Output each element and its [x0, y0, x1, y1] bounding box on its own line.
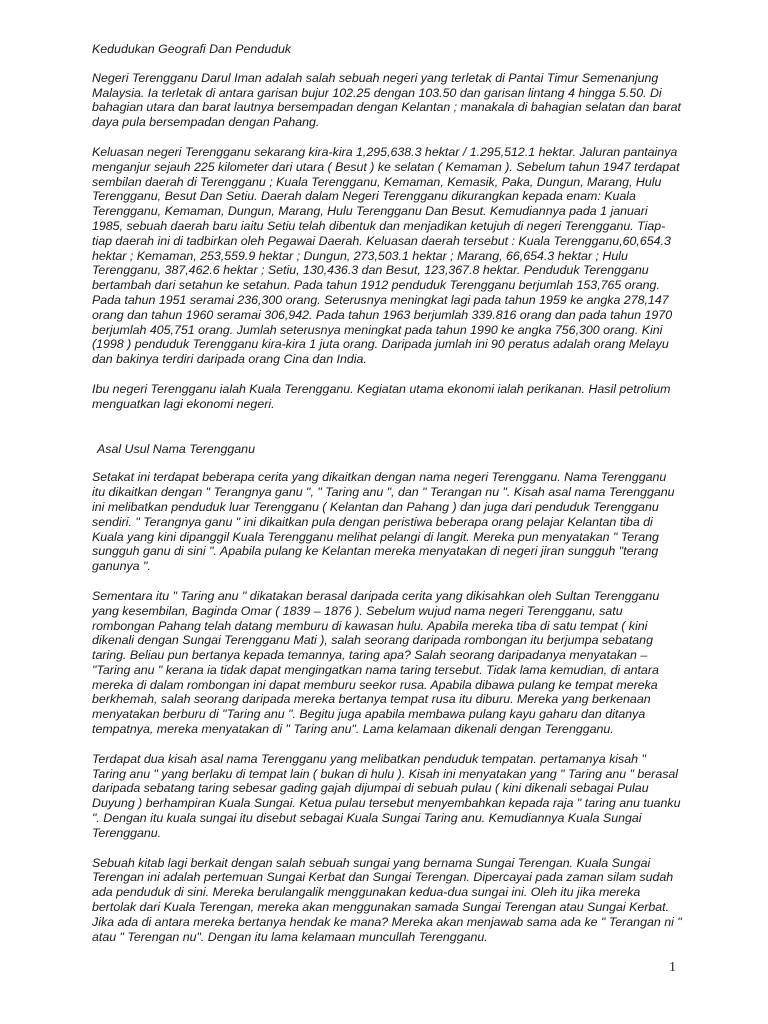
- paragraph-capital: Ibu negeri Terengganu ialah Kuala Terengganu. Kegiatan utama ekonomi ialah perikanan. Hasil petrolium menguatkan lagi ekonomi negeri.: [92, 381, 671, 411]
- section-title-geografi: Kedudukan Geografi Dan Penduduk: [92, 42, 292, 56]
- paragraph-area-population: Keluasan negeri Terengganu sekarang kira-kira 1,295,638.3 hektar / 1.295,512.1 hektar. Jaluran pantainya menganjur sejauh 225 kilometer dari utara ( Besut ) ke selatan ( Kemaman ). Sebelum tahun 1947 terdapat sembilan daerah di Terengganu ; Kuala Terengganu, Kemaman, Kemasik, Paka, Dungun, Marang, Hulu Terengganu, Besut Dan Setiu. Daerah dalam Negeri Terengganu dikurangkan kepada enam: Kuala Terengganu, Kemaman, Dungun, Marang, Hulu Terengganu Dan Besut. Kemudiannya pada 1 januari 1985, sebuah daerah baru iaitu Setiu telah dibentuk dan menjadikan ketujuh di negeri Terengganu. Tiap-tiap daerah ini di tadbirkan oleh Pegawai Daerah. Keluasan daerah tersebut : Kuala Terengganu,60,654.3 hektar ; Kemaman, 253,559.9 hektar ; Dungun, 273,503.1 hektar ; Marang, 66,654.3 hektar ; Hulu Terengganu, 387,462.6 hektar ; Setiu, 130,436.3 dan Besut, 123,367.8 hektar. Penduduk Terengganu bertambah dari setahun ke setahun. Pada tahun 1912 penduduk Terengganu berjumlah 153,765 orang. Pada tahun 1951 seramai 236,300 orang. Seterusnya meningkat lagi pada tahun 1959 ke angka 278,147 orang dan tahun 1960 seramai 306,942. Pada tahun 1963 berjumlah 339.816 orang dan pada tahun 1970 berjumlah 405,751 orang. Jumlah seterusnya meningkat pada tahun 1990 ke angka 756,300 orang. Kini (1998 ) penduduk Terengganu kira-kira 1 juta orang. Daripada jumlah ini 90 peratus adalah orang Melayu dan bakinya terdiri daripada orang Cina dan India.: [92, 144, 680, 367]
- paragraph-sungai-terengan: Sebuah kitab lagi berkait dengan salah sebuah sungai yang bernama Sungai Terengan. Kuala Sungai Terengan ini adalah pertemuan Sungai Kerbat dan Sungai Terengan. Dipercayai pada zaman silam sudah ada penduduk di sini. Mereka berulangalik menggunakan kedua-dua sungai ini. Oleh itu jika mereka bertolak dari Kuala Terengan, mereka akan menggunakan samada Sungai Terengan atau Sungai Kerbat. Jika ada di antara mereka bertanya hendak ke mana? Mereka akan menjawab sama ada ke " Terangan ni " atau " Terengan nu". Dengan itu lama kelamaan muncullah Terengganu.: [92, 855, 682, 944]
- paragraph-local-stories: Terdapat dua kisah asal nama Terengganu yang melibatkan penduduk tempatan. pertamanya kisah " Taring anu " yang berlaku di tempat lain ( bukan di hulu ). Kisah ini menyatakan yang " Taring anu " berasal daripada sebatang taring sebesar gading gajah dijumpai di sebuah pulau ( kini dikenali sebagai Pulau Duyung ) berhampiran Kuala Sungai. Ketua pulau tersebut menyembahkan kepada raja " taring anu tuanku ". Dengan itu kuala sungai itu disebut sebagai Kuala Sungai Taring anu. Kemudiannya Kuala Sungai Terengganu.: [92, 751, 681, 840]
- page-number: 1: [669, 960, 676, 975]
- paragraph-name-stories: Setakat ini terdapat beberapa cerita yang dikaitkan dengan nama negeri Terengganu. Nama Terengganu itu dikaitkan dengan " Terangnya ganu ", " Taring anu ", dan " Terangan nu ". Kisah asal nama Terengganu ini melibatkan penduduk luar Terengganu ( Kelantan dan Pahang ) dan juga dari penduduk Terengganu sendiri. " Terangnya ganu " ini dikaitkan pula dengan peristiwa beberapa orang pelajar Kelantan tiba di Kuala yang kini dipanggil Kuala Terengganu melihat pelangi di langit. Mereka pun menyatakan " Terang sungguh ganu di sini ". Apabila pulang ke Kelantan mereka menyatakan di negeri jiran sungguh "terang ganunya ".: [92, 470, 675, 574]
- section-title-asal-usul: Asal Usul Nama Terengganu: [97, 441, 255, 456]
- paragraph-location: Negeri Terengganu Darul Iman adalah salah sebuah negeri yang terletak di Pantai Timur Semenanjung Malaysia. Ia terletak di antara garisan bujur 102.25 dengan 103.50 dan garisan lintang 4 hingga 5.50. Di bahagian utara dan barat lautnya bersempadan dengan Kelantan ; manakala di bahagian selatan dan barat daya pula bersempadan dengan Pahang.: [92, 70, 682, 130]
- section-spacer: [92, 427, 682, 442]
- document-page: [92, 42, 682, 959]
- paragraph-taring-anu: Sementara itu " Taring anu " dikatakan berasal daripada cerita yang dikisahkan oleh Sultan Terengganu yang kesembilan, Baginda Omar ( 1839 – 1876 ). Sebelum wujud nama negeri Terengganu, satu rombongan Pahang telah datang memburu di kawasan hulu. Apabila mereka tiba di satu tempat ( kini dikenali dengan Sungai Terengganu Mati ), salah seorang daripada rombongan itu berjumpa sebatang taring. Beliau pun bertanya kepada temannya, taring apa? Salah seorang daripadanya menyatakan – "Taring anu " kerana ia tidak dapat mengingatkan nama taring tersebut. Tidak lama kemudian, di antara mereka di dalam rombongan ini dapat memburu seekor rusa. Apabila dibawa pulang ke tempat mereka berkhemah, salah seorang daripada mereka bertanya tempat rusa itu diburu. Mereka yang berkenaan menyatakan berburu di "Taring anu ". Begitu juga apabila membawa pulang kayu gaharu dan ditanya tempatnya, mereka menyatakan di " Taring anu". Lama kelamaan dikenali dengan Terengganu.: [92, 588, 660, 737]
